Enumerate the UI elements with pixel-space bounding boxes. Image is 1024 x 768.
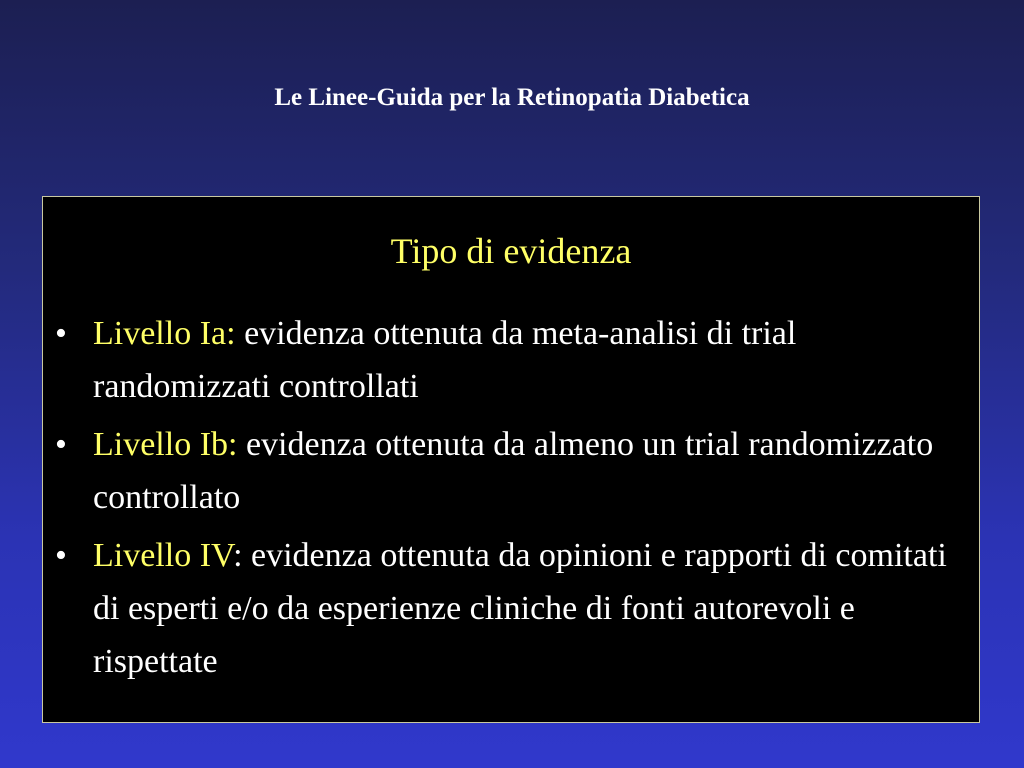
bullet-icon: • xyxy=(55,315,67,352)
bullet-term: Livello Ia: xyxy=(93,315,236,352)
slide-title: Le Linee-Guida per la Retinopatia Diabetica xyxy=(274,84,750,111)
bullet-text: : evidenza ottenuta da opinioni e rapporti di comitati di esperti e/o da esperienze cliniche di fonti autorevoli e rispettate xyxy=(93,537,947,680)
bullet-item-level-ia xyxy=(43,307,979,413)
bullet-item-level-iv xyxy=(43,529,979,688)
bullet-text: evidenza ottenuta da almeno un trial randomizzato controllato xyxy=(93,426,934,516)
bullet-icon: • xyxy=(55,426,67,463)
evidence-box xyxy=(42,196,980,723)
bullet-term: Livello IV xyxy=(93,537,234,574)
bullet-icon: • xyxy=(55,537,67,574)
bullet-text: evidenza ottenuta da meta-analisi di trial randomizzati controllati xyxy=(93,315,797,405)
bullet-item-level-ib xyxy=(43,418,979,524)
box-heading: Tipo di evidenza xyxy=(390,231,632,271)
bullet-list xyxy=(43,307,979,693)
bullet-term: Livello Ib: xyxy=(93,426,238,463)
